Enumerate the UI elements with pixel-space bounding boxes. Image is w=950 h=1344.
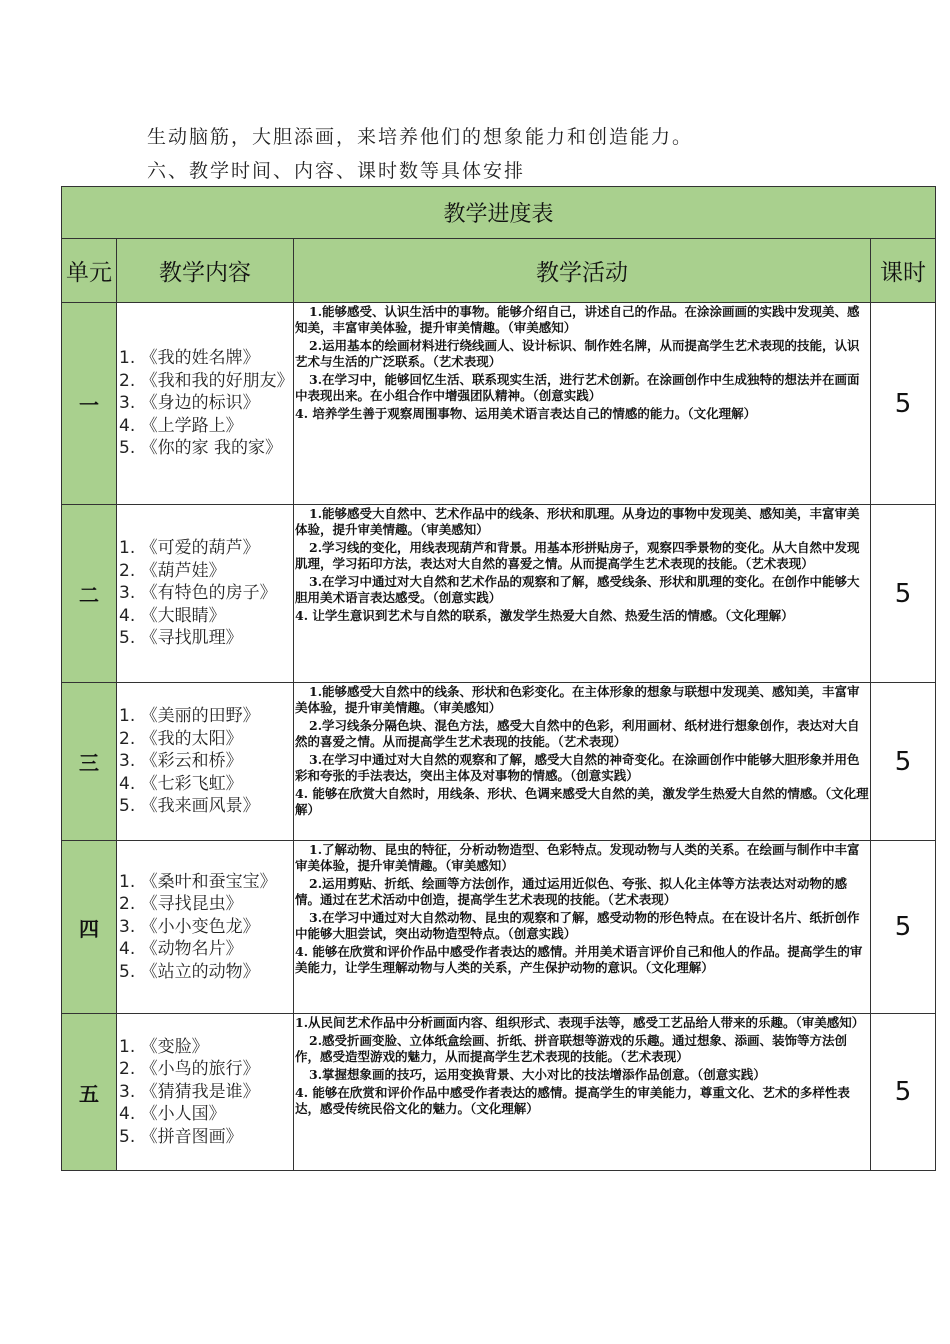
lesson-item: 1. 《美丽的田野》 <box>119 706 260 727</box>
unit-cell: 三 <box>62 683 117 841</box>
activity-goal: 2.运用剪贴、折纸、绘画等方法创作，通过运用近似色、夸张、拟人化主体等方法表达对动物的感情。通过在艺术活动中创造，提高学生艺术表现的技能。（艺术表现） <box>295 876 848 907</box>
activity-goal: 3.在学习中，能够回忆生活、联系现实生活，进行艺术创新。在涂画创作中生成独特的想法并在画面中表现出来。在小组合作中增强团队精神。（创意实践） <box>295 372 860 403</box>
lesson-item: 5. 《你的家 我的家》 <box>119 438 283 459</box>
activity-goal: 2.运用基本的绘画材料进行绕线画人、设计标识、制作姓名牌，从而提高学生艺术表现的技能，认识艺术与生活的广泛联系。（艺术表现） <box>295 338 860 369</box>
activity-goal: 1.能够感受大自然中、艺术作品中的线条、形状和肌理。从身边的事物中发现美、感知美，丰富审美体验，提升审美情趣。（审美感知） <box>295 506 860 537</box>
activity-goal: 2.感受折画变脸、立体纸盒绘画、折纸、拼音联想等游戏的乐趣。通过想象、添画、装饰等方法创作，感受造型游戏的魅力，从而提高学生艺术表现的技能。（艺术表现） <box>295 1033 848 1064</box>
activity-goal: 1.了解动物、昆虫的特征，分析动物造型、色彩特点。发现动物与人类的关系。在绘画与制作中丰富审美体验，提升审美情趣。（审美感知） <box>295 842 860 873</box>
activity-goal: 4. 让学生意识到艺术与自然的联系，激发学生热爱大自然、热爱生活的情感。（文化理解） <box>295 608 794 623</box>
activity-goal: 3.在学习中通过对大自然动物、昆虫的观察和了解，感受动物的形色特点。在在设计名片、纸折创作中能够大胆尝试，突出动物造型特点。（创意实践） <box>295 910 860 941</box>
intro-text: 生动脑筋，大胆添画，来培养他们的想象能力和创造能力。 <box>147 126 694 148</box>
unit-cell: 二 <box>62 505 117 683</box>
activity-goal: 3.掌握想象画的技巧，运用变换背景、大小对比的技法增添作品创意。（创意实践） <box>309 1067 766 1082</box>
hours-cell: 5 <box>871 303 936 505</box>
activity-goal: 1.能够感受大自然中的线条、形状和色彩变化。在主体形象的想象与联想中发现美、感知美，丰富审美体验，提升审美情趣。（审美感知） <box>295 684 860 715</box>
content-cell <box>117 683 294 841</box>
header-content: 教学内容 <box>117 239 294 303</box>
activity-goal: 2.学习线的变化，用线表现葫芦和背景。用基本形拼贴房子，观察四季景物的变化。从大自然中发现肌理，学习拓印方法，表达对大自然的喜爱之情。从而提高学生艺术表现的技能。（艺术表现） <box>295 540 860 571</box>
content-cell <box>117 505 294 683</box>
lesson-item: 2. 《葫芦娃》 <box>119 560 226 581</box>
hours-cell: 5 <box>871 1014 936 1171</box>
lesson-item: 4. 《上学路上》 <box>119 415 243 436</box>
lesson-item: 4. 《小人国》 <box>119 1104 226 1125</box>
lesson-item: 2. 《寻找昆虫》 <box>119 894 243 915</box>
hours-cell: 5 <box>871 683 936 841</box>
lesson-item: 4. 《大眼睛》 <box>119 605 226 626</box>
table-row <box>62 505 936 683</box>
header-activity: 教学活动 <box>294 239 871 303</box>
lesson-item: 1. 《变脸》 <box>119 1036 209 1057</box>
unit-cell: 五 <box>62 1014 117 1171</box>
hours-cell: 5 <box>871 841 936 1014</box>
activity-goal: 2.学习线条分隔色块、混色方法，感受大自然中的色彩，利用画材、纸材进行想象创作，表达对大自然的喜爱之情。从而提高学生艺术表现的技能。（艺术表现） <box>295 718 860 749</box>
lesson-item: 5. 《拼音图画》 <box>119 1126 243 1147</box>
lesson-item: 4. 《七彩飞虹》 <box>119 773 243 794</box>
activity-goal: 3.在学习中通过对大自然和艺术作品的观察和了解，感受线条、形状和肌理的变化。在创作中能够大胆用美术语言表达感受。（创意实践） <box>295 574 860 605</box>
lesson-item: 1. 《我的姓名牌》 <box>119 348 260 369</box>
content-cell <box>117 1014 294 1171</box>
header-hours: 课时 <box>871 239 936 303</box>
teaching-schedule-table <box>61 186 936 1171</box>
activity-goal: 4. 培养学生善于观察周围事物、运用美术语言表达自己的情感的能力。（文化理解） <box>295 406 757 421</box>
lesson-item: 2. 《小鸟的旅行》 <box>119 1059 260 1080</box>
activity-cell <box>294 841 871 1014</box>
activity-goal: 1.能够感受、认识生活中的事物。能够介绍自己，讲述自己的作品。在涂涂画画的实践中发现美、感知美，丰富审美体验，提升审美情趣。（审美感知） <box>295 304 860 335</box>
unit-cell: 四 <box>62 841 117 1014</box>
table-row <box>62 841 936 1014</box>
table-title: 教学进度表 <box>62 187 936 239</box>
lesson-item: 3. 《猜猜我是谁》 <box>119 1081 260 1102</box>
lesson-item: 3. 《有特色的房子》 <box>119 583 277 604</box>
section-heading: 六、教学时间、内容、课时数等具体安排 <box>147 160 526 182</box>
activity-goal: 4. 能够在欣赏和评价作品中感受作者表达的感情。并用美术语言评价自己和他人的作品。提高学生的审美能力，让学生理解动物与人类的关系，产生保护动物的意识。（文化理解） <box>295 944 863 975</box>
lesson-item: 2. 《我和我的好朋友》 <box>119 370 294 391</box>
table-row <box>62 1014 936 1171</box>
activity-cell <box>294 303 871 505</box>
activity-cell <box>294 505 871 683</box>
lesson-item: 5. 《我来画风景》 <box>119 796 260 817</box>
activity-cell <box>294 1014 871 1171</box>
lesson-item: 4. 《动物名片》 <box>119 939 243 960</box>
activity-cell <box>294 683 871 841</box>
lesson-item: 2. 《我的太阳》 <box>119 728 243 749</box>
hours-cell: 5 <box>871 505 936 683</box>
header-unit: 单元 <box>62 239 117 303</box>
unit-cell: 一 <box>62 303 117 505</box>
content-cell <box>117 303 294 505</box>
lesson-item: 3. 《身边的标识》 <box>119 393 260 414</box>
lesson-item: 5. 《寻找肌理》 <box>119 628 243 649</box>
table-row <box>62 303 936 505</box>
activity-goal: 4. 能够在欣赏大自然时，用线条、形状、色调来感受大自然的美，激发学生热爱大自然的情感。（文化理解） <box>295 786 869 817</box>
lesson-item: 3. 《彩云和桥》 <box>119 751 243 772</box>
activity-goal: 4. 能够在欣赏和评价作品中感受作者表达的感情。提高学生的审美能力，尊重文化、艺术的多样性表达，感受传统民俗文化的魅力。（文化理解） <box>295 1085 850 1116</box>
lesson-item: 1. 《可爱的葫芦》 <box>119 538 260 559</box>
activity-goal: 1.从民间艺术作品中分析画面内容、组织形式、表现手法等，感受工艺品给人带来的乐趣。（审美感知） <box>295 1015 865 1030</box>
lesson-item: 1. 《桑叶和蚕宝宝》 <box>119 871 277 892</box>
lesson-item: 5. 《站立的动物》 <box>119 961 260 982</box>
lesson-item: 3. 《小小变色龙》 <box>119 916 260 937</box>
content-cell <box>117 841 294 1014</box>
table-row <box>62 683 936 841</box>
activity-goal: 3.在学习中通过对大自然的观察和了解，感受大自然的神奇变化。在涂画创作中能够大胆形象并用色彩和夸张的手法表达，突出主体及对事物的情感。（创意实践） <box>295 752 860 783</box>
